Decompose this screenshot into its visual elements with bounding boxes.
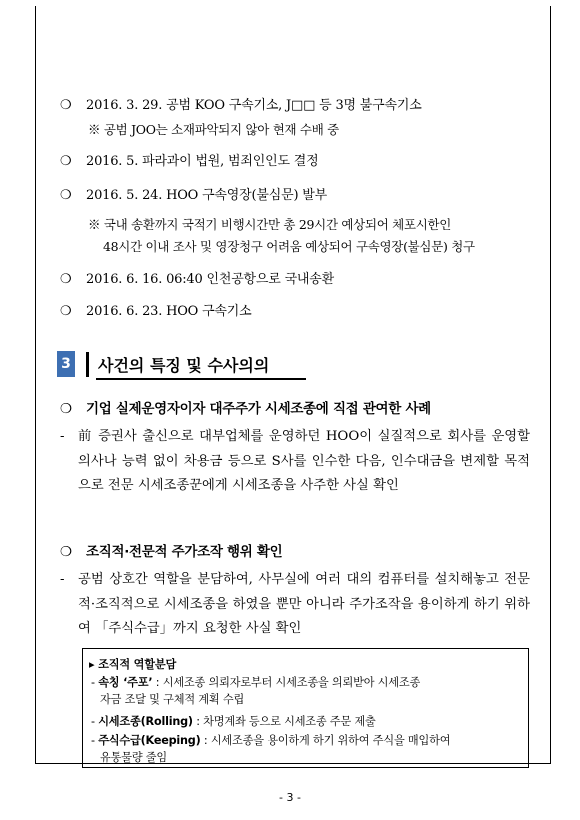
timeline-note-continued: 48시간 이내 조사 및 영장청구 어려움 예상되어 구속영장(불심문) 청구 (103, 239, 475, 254)
section-underline (96, 378, 306, 380)
timeline-item: ❍ 2016. 5. 24. HOO 구속영장(불심문) 발부 (60, 188, 327, 203)
point-body (60, 425, 530, 499)
role-item: - 시세조종(Rolling) : 차명계좌 등으로 시세조종 주문 제출 (91, 715, 376, 728)
role-desc: : 차명계좌 등으로 시세조종 주문 제출 (192, 715, 376, 728)
circle-bullet-icon: ❍ (60, 401, 72, 417)
point-body (60, 568, 530, 642)
timeline-note: ※ 공범 JOO는 소재파악되지 않아 현재 수배 중 (88, 122, 339, 137)
circle-bullet-icon: ❍ (60, 272, 72, 287)
role-item: - 주식수급(Keeping) : 시세조종을 용이하게 하기 위하여 주식을 매입하여 (91, 734, 451, 747)
role-box (82, 648, 529, 768)
circle-bullet-icon: ❍ (60, 98, 72, 113)
circle-bullet-icon: ❍ (60, 544, 72, 560)
role-desc: : 시세조종 의뢰자로부터 시세조종을 의뢰받아 시세조종 (152, 676, 421, 689)
role-term: 시세조종(Rolling) (98, 715, 193, 728)
role-item: - 속칭 ‘주포’ : 시세조종 의뢰자로부터 시세조종을 의뢰받아 시세조종 (91, 676, 421, 689)
role-term: 속칭 ‘주포’ (98, 676, 153, 689)
timeline-item: ❍ 2016. 3. 29. 공범 KOO 구속기소, J□□ 등 3명 불구속기소 (60, 98, 422, 113)
timeline-item: ❍ 2016. 6. 23. HOO 구속기소 (60, 304, 252, 319)
point-body-text: 공범 상호간 역할을 분담하여, 사무실에 여러 대의 컴퓨터를 설치해놓고 전문적·조직적으로 시세조종을 하였을 뿐만 아니라 주가조작을 용이하게 하기 위하여 「주식수급」까지 요청한 사실 확인 (78, 572, 530, 636)
point-heading: ❍ 조직적·전문적 주가조작 행위 확인 (60, 544, 283, 560)
dash-bullet-icon: - (60, 572, 65, 587)
role-item-continued: 자금 조달 및 구체적 계획 수립 (100, 693, 245, 706)
section-title: 사건의 특징 및 수사의의 (98, 356, 270, 375)
role-desc: : 시세조종을 용이하게 하기 위하여 주식을 매입하여 (200, 734, 451, 747)
circle-bullet-icon: ❍ (60, 304, 72, 319)
section-divider (86, 352, 89, 377)
circle-bullet-icon: ❍ (60, 154, 72, 169)
circle-bullet-icon: ❍ (60, 188, 72, 203)
timeline-item: ❍ 2016. 5. 파라과이 법원, 범죄인인도 결정 (60, 154, 319, 169)
role-item-continued: 유통물량 줄임 (100, 751, 167, 764)
page-number: - 3 - (279, 791, 301, 804)
dash-bullet-icon: - (60, 429, 65, 444)
point-body-text: 前 증권사 출신으로 대부업체를 운영하던 HOO이 실질적으로 회사를 운영할 의사나 능력 없이 차용금 등으로 S사를 인수한 다음, 인수대금을 변제할 목적으로 전문 시세조종꾼에게 시세조종을 사주한 사실 확인 (78, 429, 530, 493)
role-box-title: ▸ 조직적 역할분담 (89, 658, 177, 671)
point-heading: ❍ 기업 실제운영자이자 대주주가 시세조종에 직접 관여한 사례 (60, 401, 431, 417)
role-term: 주식수급(Keeping) (98, 734, 201, 747)
section-number: 3 (57, 351, 75, 377)
timeline-note: ※ 국내 송환까지 국적기 비행시간만 총 29시간 예상되어 체포시한인 (88, 217, 452, 232)
timeline-item: ❍ 2016. 6. 16. 06:40 인천공항으로 국내송환 (60, 272, 334, 287)
